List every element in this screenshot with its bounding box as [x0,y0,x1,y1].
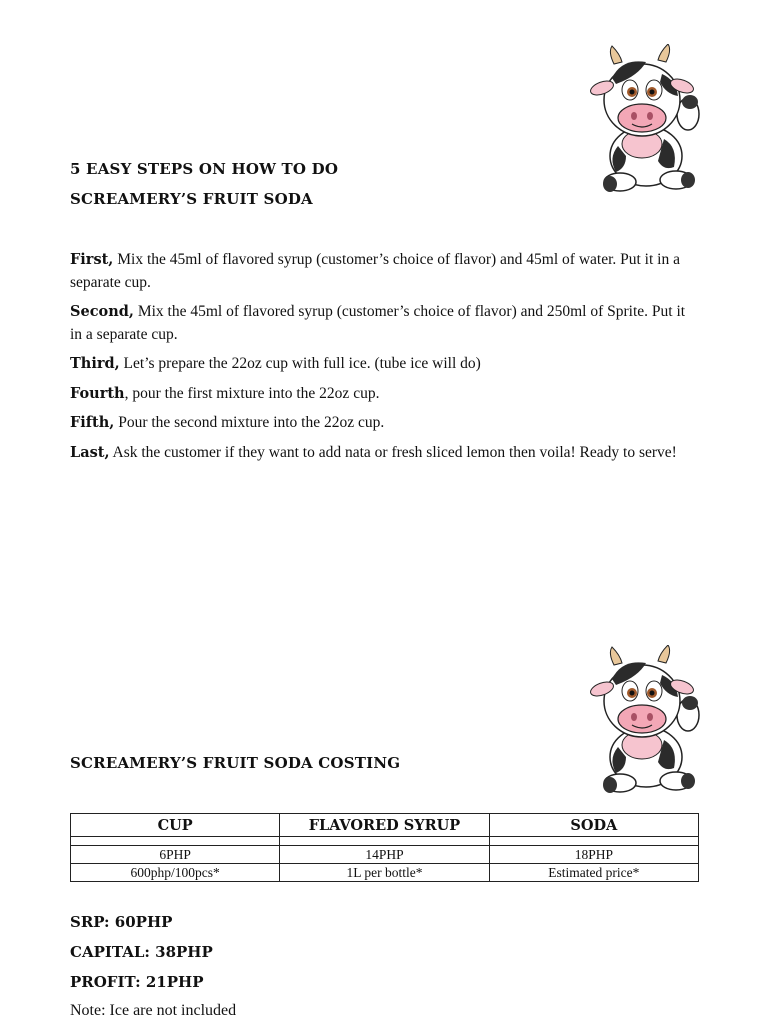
table-row [71,846,699,864]
header-cup: CUP [71,814,280,837]
step-text: Pour the second mixture into the 22oz cup. [114,414,385,431]
costing-title: SCREAMERY’S FRUIT SODA COSTING [70,754,401,772]
header-flavored-syrup: FLAVORED SYRUP [280,814,489,837]
step-fourth [70,383,700,406]
table-cell: 14PHP [280,846,489,864]
steps-title-line2: SCREAMERY’S FRUIT SODA [70,190,313,208]
step-label: Second, [70,303,134,320]
step-text: Mix the 45ml of flavored syrup (customer’s choice of flavor) and 45ml of water. Put it in a separate cup. [70,251,680,291]
step-text: , pour the first mixture into the 22oz cup. [124,384,380,402]
cow-mascot-icon [584,44,704,196]
cow-mascot-icon [584,645,704,797]
profit-text: PROFIT: 21PHP [70,973,204,991]
table-row [71,864,699,882]
header-soda: SODA [489,814,698,837]
costing-table [70,813,699,882]
step-label: Third, [70,355,120,372]
step-label: First, [70,251,114,268]
steps-title-line1: 5 EASY STEPS ON HOW TO DO [70,160,339,178]
step-last [70,442,700,465]
step-label: Fifth, [70,414,115,431]
table-cell: 6PHP [71,846,280,864]
step-label: Last, [70,443,110,461]
step-fifth [70,412,700,435]
step-second [70,301,700,346]
step-text: Mix the 45ml of flavored syrup (customer’s choice of flavor) and 250ml of Sprite. Put it in a separate cup. [70,303,686,343]
capital-text: CAPITAL: 38PHP [70,943,213,961]
table-cell: 1L per bottle* [280,864,489,882]
srp-text: SRP: 60PHP [70,913,173,931]
steps-list [70,249,700,471]
step-third [70,353,700,376]
step-first [70,249,700,294]
step-text: Let’s prepare the 22oz cup with full ice. (tube ice will do) [119,355,481,372]
table-spacer-row [71,837,699,846]
table-cell: 600php/100pcs* [71,864,280,882]
table-header-row [71,814,699,837]
note-text: Note: Ice are not included [70,1002,237,1019]
step-label: Fourth [70,384,125,402]
step-text: Ask the customer if they want to add nata or fresh sliced lemon then voila! Ready to serve! [109,443,677,461]
table-cell: 18PHP [489,846,698,864]
table-cell: Estimated price* [489,864,698,882]
